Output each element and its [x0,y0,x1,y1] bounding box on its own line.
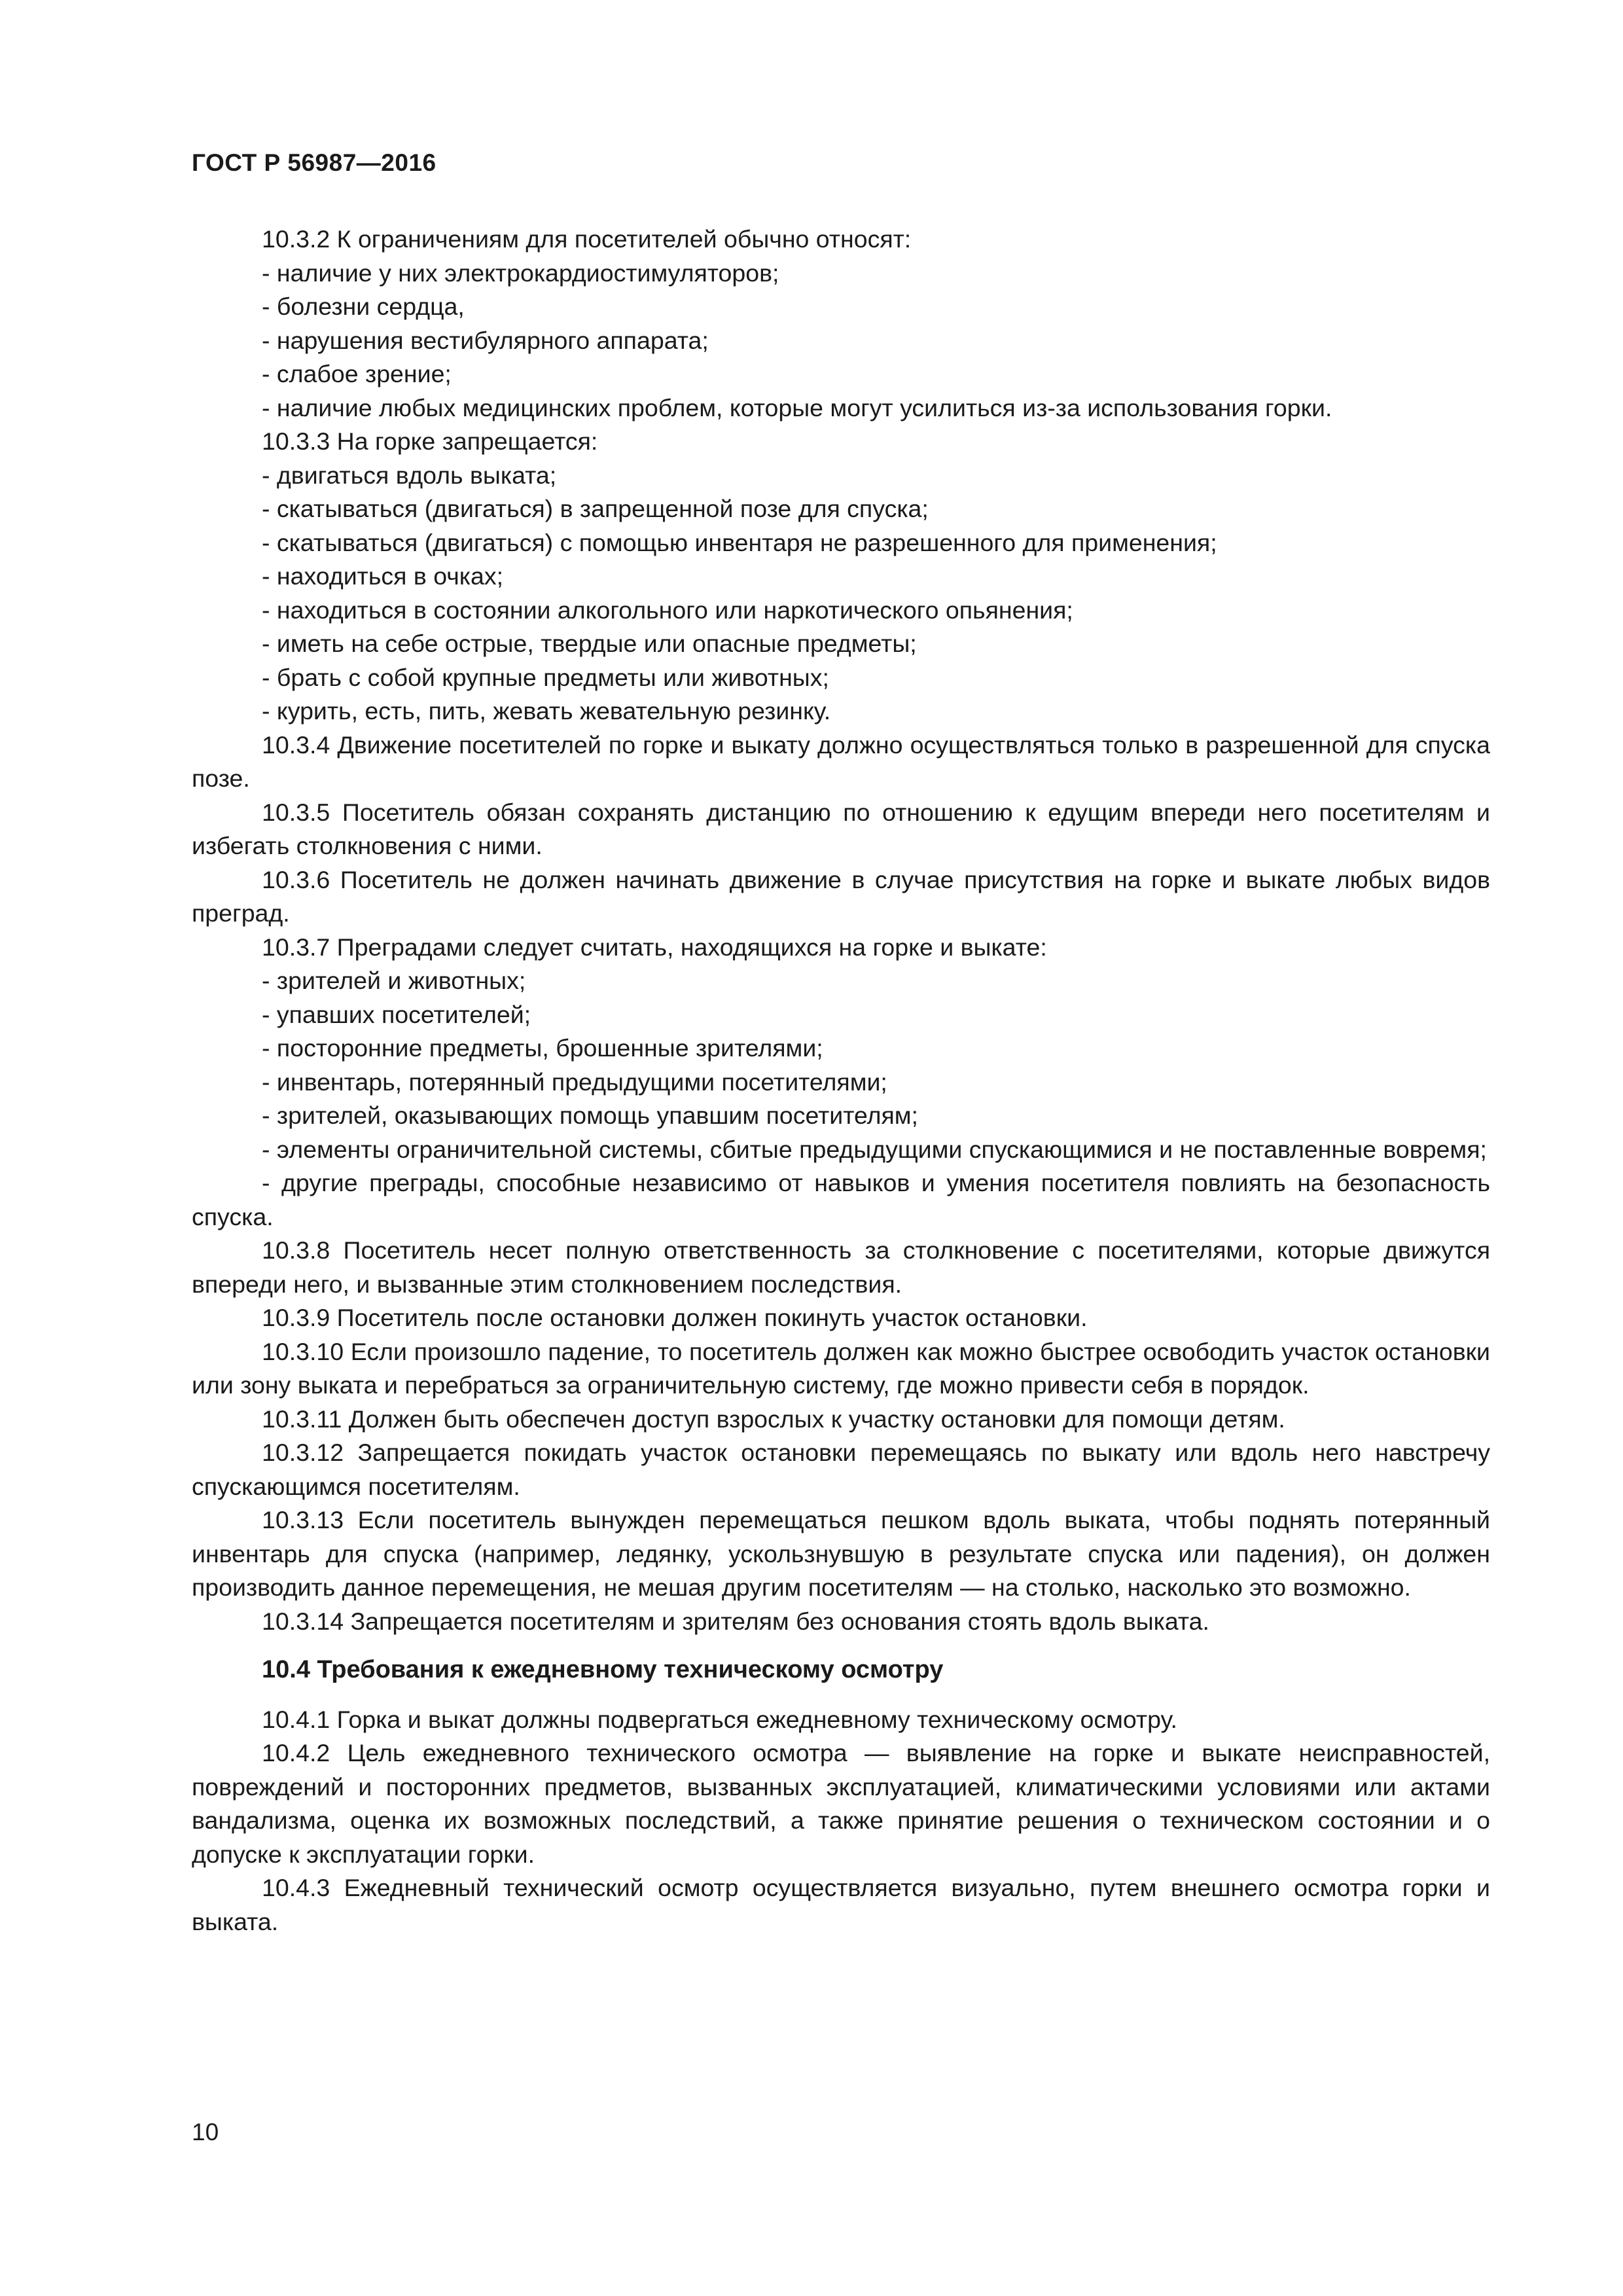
document-body [192,223,1490,1939]
section-heading-10-4: 10.4 Требования к ежедневному техническому осмотру [262,1656,944,1683]
paragraph-10-3-4: 10.3.4 Движение посетителей по горке и выкату должно осуществляться только в разрешенной для спуска позе. [192,730,1490,792]
list-item: - элементы ограничительной системы, сбитые предыдущими спускающимися и не поставленные вовремя; [262,1135,1487,1163]
list-item: - нарушения вестибулярного аппарата; [262,326,709,354]
list-item: - находиться в очках; [262,562,504,590]
paragraph-10-3-10: 10.3.10 Если произошло падение, то посетитель должен как можно быстрее освободить участок остановки или зону выката и перебраться за ограничительную систему, где можно привести себя в порядок. [192,1337,1490,1399]
paragraph-10-4-1: 10.4.1 Горка и выкат должны подвергаться ежедневному техническому осмотру. [262,1705,1177,1733]
paragraph-10-3-14: 10.3.14 Запрещается посетителям и зрителям без основания стоять вдоль выката. [262,1607,1209,1635]
paragraph-10-4-2: 10.4.2 Цель ежедневного технического осмотра — выявление на горке и выкате неисправностей, повреждений и посторонних предметов, вызванных эксплуатацией, климатическими условиями или актами вандализма, оценка их возможных последствий, а также принятие решения о техническом состоянии и о допуске к эксплуатации горки. [192,1739,1490,1868]
list-item: - зрителей, оказывающих помощь упавшим посетителям; [262,1102,918,1129]
paragraph-10-3-3-lead: 10.3.3 На горке запрещается: [262,427,598,455]
paragraph-10-3-6: 10.3.6 Посетитель не должен начинать движение в случае присутствия на горке и выкате любых видов преград. [192,865,1490,927]
page-number: 10 [192,2119,219,2145]
paragraph-10-3-2-lead: 10.3.2 К ограничениям для посетителей обычно относят: [262,225,912,253]
list-item: - иметь на себе острые, твердые или опасные предметы; [262,630,917,657]
list-item: - другие преграды, способные независимо от навыков и умения посетителя повлиять на безопасность спуска. [192,1169,1490,1230]
paragraph-10-3-8: 10.3.8 Посетитель несет полную ответственность за столкновение с посетителями, которые движутся впереди него, и вызванные этим столкновением последствия. [192,1236,1490,1298]
list-item: - брать с собой крупные предметы или животных; [262,663,829,691]
paragraph-10-3-13: 10.3.13 Если посетитель вынужден перемещаться пешком вдоль выката, чтобы поднять потерянный инвентарь для спуска (например, ледянку, ускользнувшую в результате спуска или падения), он должен производить данное перемещения, не мешая другим посетителям — на столько, насколько это возможно. [192,1506,1490,1601]
list-item: - слабое зрение; [262,360,452,387]
paragraph-10-3-9: 10.3.9 Посетитель после остановки должен покинуть участок остановки. [262,1304,1088,1331]
list-item: - скатываться (двигаться) с помощью инвентаря не разрешенного для применения; [262,528,1217,556]
paragraph-10-3-7-lead: 10.3.7 Преградами следует считать, находящихся на горке и выкате: [262,933,1047,961]
list-item: - скатываться (двигаться) в запрещенной позе для спуска; [262,495,929,522]
list-item: - посторонние предметы, брошенные зрителями; [262,1034,823,1062]
paragraph-10-3-12: 10.3.12 Запрещается покидать участок остановки перемещаясь по выкату или вдоль него навстречу спускающимся посетителям. [192,1439,1490,1500]
list-item: - болезни сердца, [262,293,465,320]
list-item: - двигаться вдоль выката; [262,461,557,489]
list-item: - упавших посетителей; [262,1000,531,1028]
paragraph-10-3-11: 10.3.11 Должен быть обеспечен доступ взрослых к участку остановки для помощи детям. [262,1405,1285,1433]
list-item: - курить, есть, пить, жевать жевательную резинку. [262,697,831,725]
paragraph-10-4-3: 10.4.3 Ежедневный технический осмотр осуществляется визуально, путем внешнего осмотра горки и выката. [192,1874,1490,1935]
list-item: - зрителей и животных; [262,967,526,994]
list-item: - находиться в состоянии алкогольного или наркотического опьянения; [262,596,1073,624]
paragraph-10-3-5: 10.3.5 Посетитель обязан сохранять дистанцию по отношению к едущим впереди него посетителям и избегать столкновения с ними. [192,798,1490,859]
list-item: - инвентарь, потерянный предыдущими посетителями; [262,1067,887,1096]
document-header: ГОСТ Р 56987—2016 [192,149,437,176]
list-item: - наличие у них электрокардиостимуляторов; [262,259,779,287]
list-item: - наличие любых медицинских проблем, которые могут усилиться из-за использования горки. [262,393,1332,422]
